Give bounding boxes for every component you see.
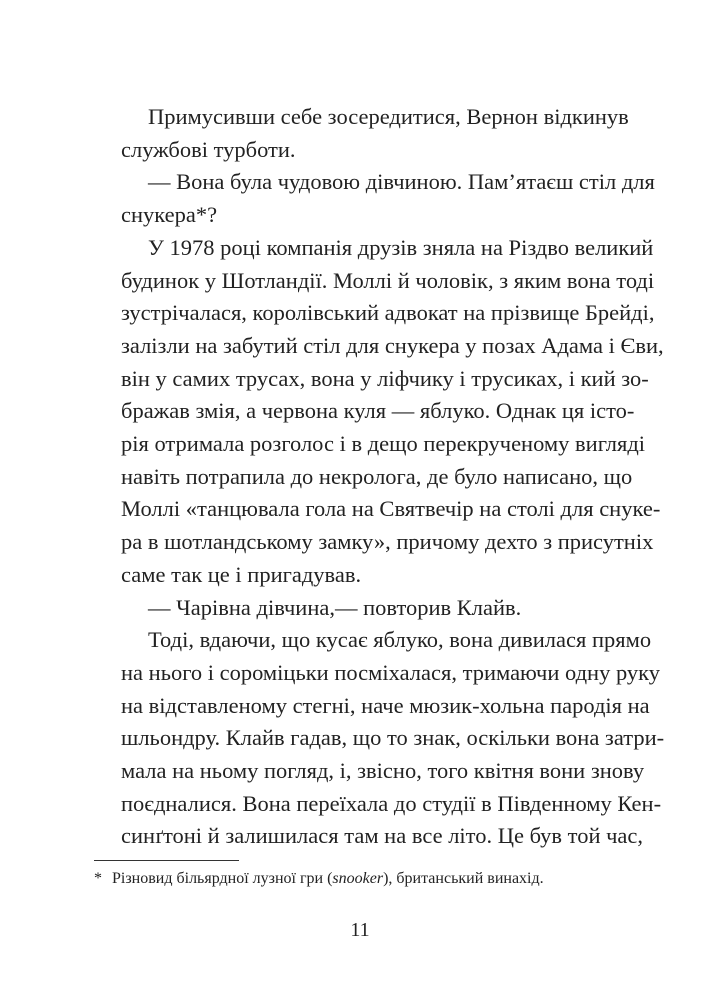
footnote-term: snooker [332,870,384,887]
text-line: на нього і сороміцьки посміхалася, тримаючи одну руку [121,659,661,685]
text-line: на відставленому стегні, наче мюзик-хольна пародія на [121,692,650,718]
text-line: Тоді, вдаючи, що кусає яблуко, вона дивилася прямо [148,627,652,653]
text-line: будинок у Шотландії. Моллі й чоловік, з яким вона тоді [121,267,655,293]
text-line: У 1978 році компанія друзів зняла на Різдво великий [148,234,654,260]
paragraph [94,624,665,853]
text-line: шльондру. Клайв гадав, що то знак, оскільки вона затри- [121,725,665,751]
text-line: залізли на забутий стіл для снукера у позах Адама і Єви, [121,332,664,358]
text-line: зустрічалася, королівський адвокат на прізвище Брейді, [121,300,655,326]
text-line: Примусивши себе зосередитися, Вернон відкинув [148,104,629,129]
footnote-text: Різновид більярдної лузної гри ( [112,870,333,887]
text-line: снукера*? [121,202,218,228]
paragraph [94,232,664,592]
text-line: навіть потрапила до некролога, де було написано, що [121,463,633,489]
text-line: поєдналися. Вона переїхала до студії в Південному Кен- [121,790,662,816]
text-line: синґтоні й залишилася там на все літо. Це був той час, [121,823,644,849]
footnote-mark: * [94,870,102,887]
paragraph [94,166,655,231]
body-text [94,101,665,853]
text-line: службові турботи. [121,136,296,162]
text-line: ра в шотландському замку», причому дехто з присутніх [121,529,654,555]
text-line: мала на ньому погляд, і, звісно, того квітня вони знову [121,758,645,784]
text-line: рія отримала розголос і в дещо перекрученому вигляді [121,431,646,457]
text-line: Моллі «танцювала гола на Святвечір на столі для снуке- [121,496,661,522]
footnote-divider [94,860,239,861]
paragraph [94,592,624,625]
text-line: саме так це і пригадував. [121,561,362,587]
text-line: — Чарівна дівчина,— повторив Клайв. [148,594,522,620]
text-line: він у самих трусах, вона у ліфчику і трусиках, і кий зо- [121,365,649,391]
footnote [94,869,624,889]
text-line: — Вона була чудовою дівчиною. Пам’ятаєш стіл для [148,169,655,195]
text-line: бражав змія, а червона куля — яблуко. Однак ця істо- [121,398,635,424]
page-number: 11 [350,919,370,941]
paragraph [94,101,629,166]
footnote-text-end: ), британський винахід. [383,870,544,887]
